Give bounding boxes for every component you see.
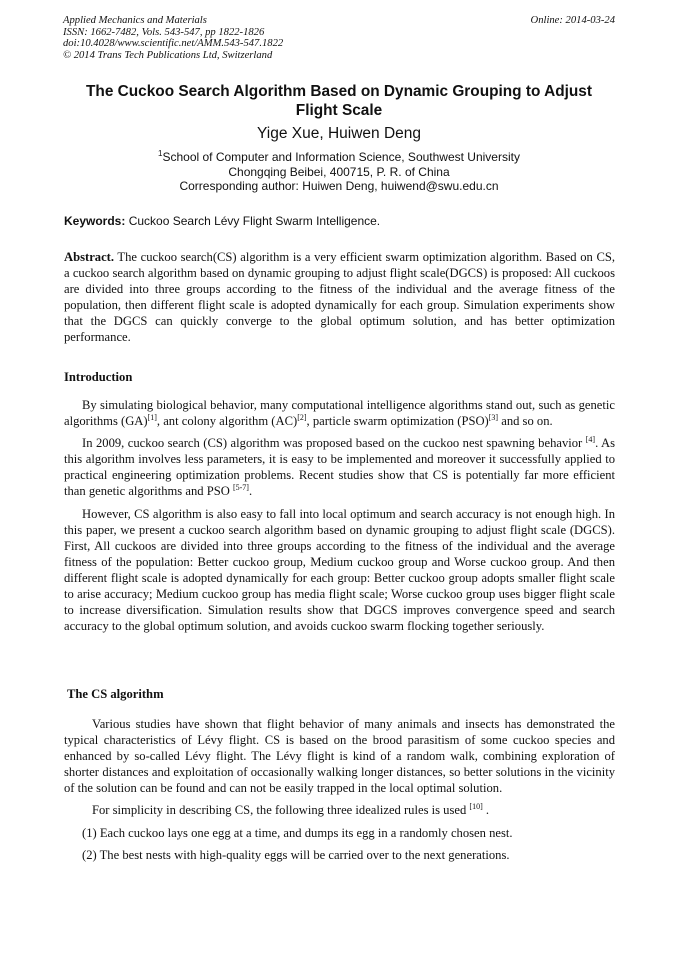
intro-paragraph-2 xyxy=(64,435,615,499)
journal-header xyxy=(63,15,615,61)
keywords xyxy=(64,214,380,228)
cs-rule-1: (1) Each cuckoo lays one egg at a time, and dumps its egg in a randomly chosen nest. xyxy=(82,825,513,840)
citation-ref: [1] xyxy=(147,412,157,422)
intro-p1-text-b: , ant colony algorithm (AC) xyxy=(156,414,298,429)
abstract-label: Abstract. xyxy=(64,250,115,264)
cs-algorithm-body xyxy=(64,716,615,863)
intro-paragraph-3: However, CS algorithm is also easy to fall into local optimum and search accuracy is not enough high. In this paper, we present a cuckoo search algorithm based on dynamic grouping to adjust flight scale (DGCS). First, All cuckoos are divided into three groups according to the fitness of the individual and the average fitness of the population: Better cuckoo group, Medium cuckoo group and Worse cuckoo group. And then different flight scale is adopted dynamically for each group: Better cuckoo group adopts smaller flight scale to arise accuracy; Medium cuckoo group has media flight scale; Worse cuckoo group uses bigger flight scale to increase diversification. Simulation results show that DGCS improves convergence speed and search accuracy to the global optimum solution, and avoids cuckoo swarm flocking together seriously. xyxy=(64,506,615,634)
cs-p2-text-b: . xyxy=(482,803,490,818)
cs-rule-2: (2) The best nests with high-quality eggs will be carried over to the next generations. xyxy=(82,847,510,862)
paper-title xyxy=(60,82,618,120)
journal-name: Applied Mechanics and Materials xyxy=(63,15,207,26)
intro-p1-text-a: By simulating biological behavior, many computational intelligence algorithms stand out, such as genetic algorithms (GA) xyxy=(64,398,615,429)
intro-p1-text-c: , particle swarm optimization (PSO) xyxy=(306,414,489,429)
citation-ref: [3] xyxy=(488,412,499,422)
cs-p2-text-a: For simplicity in describing CS, the following three idealized rules is used xyxy=(92,803,470,818)
intro-paragraph-1 xyxy=(64,397,615,429)
intro-p2-text-a: In 2009, cuckoo search (CS) algorithm was proposed based on the cuckoo nest spawning behavior xyxy=(82,436,586,451)
cs-paragraph-2 xyxy=(64,802,615,818)
doi-line: doi:10.4028/www.scientific.net/AMM.543-547.1822 xyxy=(63,38,284,49)
citation-ref: [2] xyxy=(297,412,307,422)
copyright-line: © 2014 Trans Tech Publications Ltd, Switzerland xyxy=(63,49,273,61)
abstract-text: The cuckoo search(CS) algorithm is a very efficient swarm optimization algorithm. Based on CS, a cuckoo search algorithm based on dynamic grouping to adjust flight scale(DGCS) is proposed: All cuckoos are divided into three groups according to the fitness of the individual and the average fitness of the population, then different flight scale is adopted dynamically for each group. Simulation experiments show that the DGCS can quickly converge to the global optimum solution, and has better optimization performance. xyxy=(64,250,615,345)
citation-ref: [4] xyxy=(585,435,596,444)
cs-algorithm-heading: The CS algorithm xyxy=(67,687,164,701)
affiliation xyxy=(60,150,618,194)
intro-p2-text-c: . xyxy=(248,484,253,499)
introduction-heading: Introduction xyxy=(64,370,133,384)
title-line-2: Flight Scale xyxy=(295,102,383,119)
affiliation-line-1: School of Computer and Information Science, Southwest University xyxy=(162,150,520,164)
corresponding-author: Corresponding author: Huiwen Deng, huiwend@swu.edu.cn xyxy=(179,179,499,193)
citation-ref: [5-7] xyxy=(232,483,249,493)
affiliation-mark: 1 xyxy=(158,149,163,158)
intro-p2-text-b: . As this algorithm involves less parameters, it is easy to be implemented and moreover it successfully applied to practical engineering optimization problems. Recent studies show that CS is potentially far more efficient than genetic algorithms and PSO xyxy=(64,436,615,499)
issn-line: ISSN: 1662-7482, Vols. 543-547, pp 1822-1826 xyxy=(63,26,265,38)
introduction-body xyxy=(64,397,615,634)
abstract xyxy=(64,249,615,346)
citation-ref: [10] xyxy=(469,802,483,812)
online-date: Online: 2014-03-24 xyxy=(530,15,615,26)
title-line-1: The Cuckoo Search Algorithm Based on Dynamic Grouping to Adjust xyxy=(86,83,592,100)
affiliation-line-2: Chongqing Beibei, 400715, P. R. of China xyxy=(228,164,450,179)
intro-p1-text-d: and so on. xyxy=(498,414,553,429)
keywords-label: Keywords: xyxy=(64,214,126,228)
cs-paragraph-1: Various studies have shown that flight behavior of many animals and insects has demonstrated the typical characteristics of Lévy flight. CS is based on the brood parasitism of some cuckoo species and enhanced by so-called Lévy flight. The Lévy flight is kind of a random walk, combining exploration of shorter distances and exploitation of occasionally walking longer distances, so better solutions in the vicinity of the solution can be found and can not be easily trapped in the local optimal solution. xyxy=(64,717,615,796)
authors: Yige Xue, Huiwen Deng xyxy=(257,125,421,142)
keywords-text: Cuckoo Search Lévy Flight Swarm Intelligence. xyxy=(125,214,381,228)
